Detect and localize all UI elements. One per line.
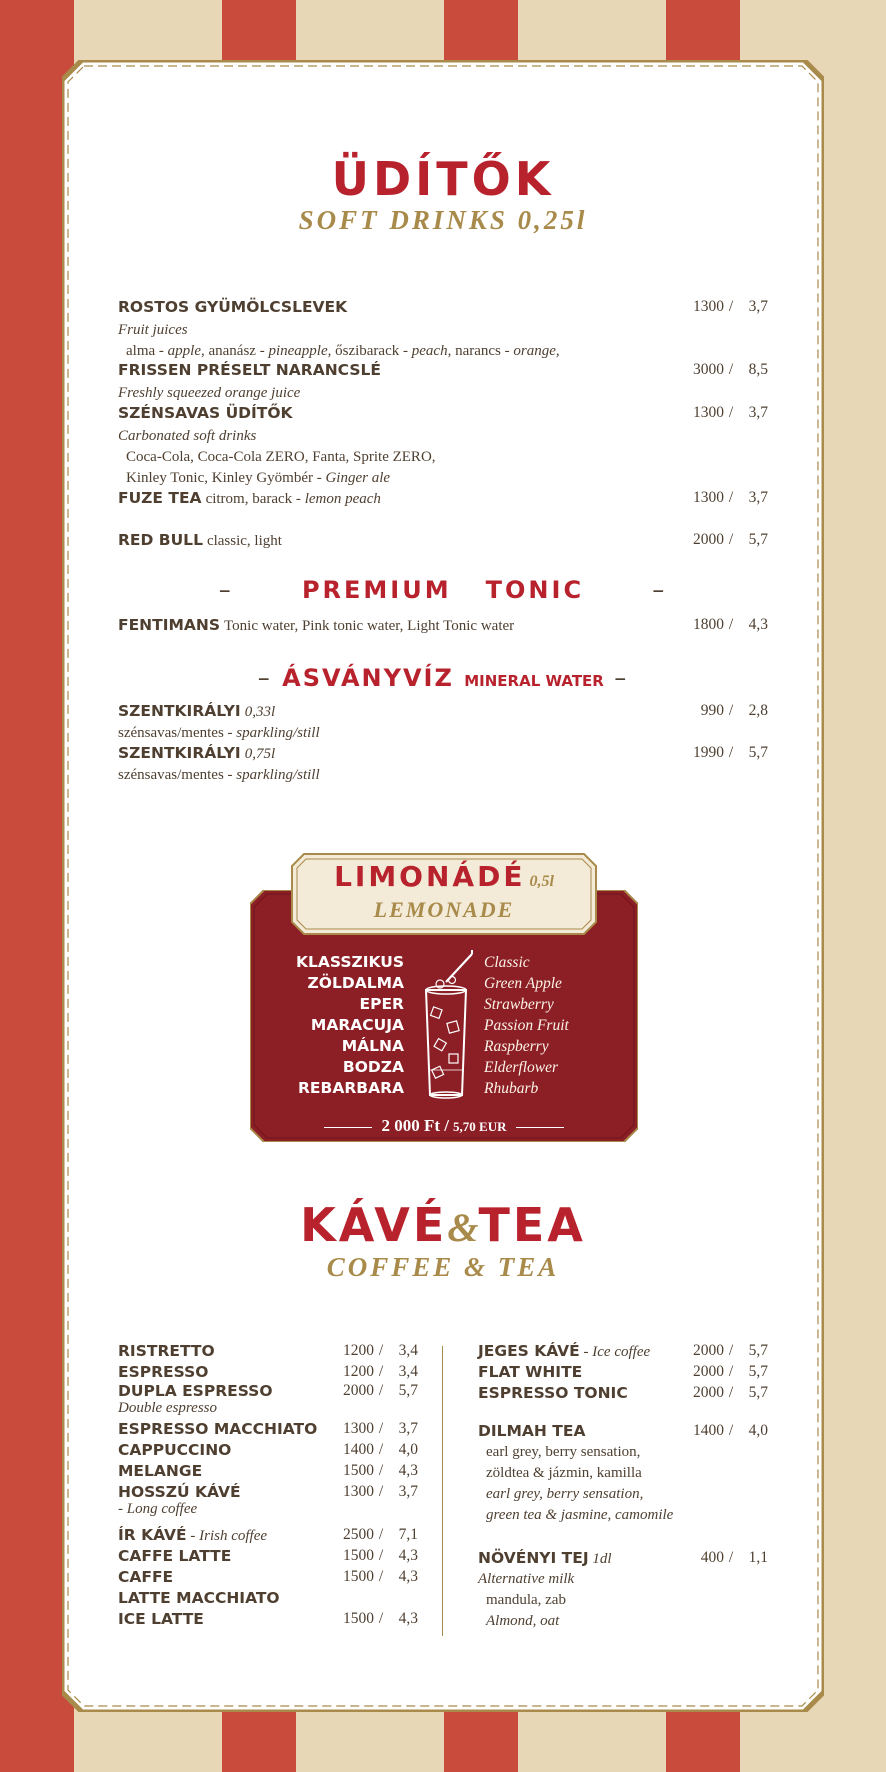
item-description: Alternative milk — [478, 1571, 575, 1587]
lemonade-flavor-hu: MARACUJA — [310, 1016, 404, 1034]
item-description: Double espresso — [118, 1400, 218, 1416]
lemonade-price: 2 000 Ft / 5,70 EUR — [250, 1116, 638, 1136]
price: 990 / 2,8 — [700, 702, 768, 719]
lemonade-flavors-hu — [296, 952, 404, 1099]
item-name: ESPRESSO TONIC — [478, 1384, 628, 1402]
item-description: szénsavas/mentes - sparkling/still — [118, 767, 320, 783]
menu-item — [118, 1589, 418, 1611]
item-name: ICE LATTE — [118, 1610, 204, 1628]
lemonade-flavor-en: Green Apple — [484, 975, 562, 992]
soft-drinks-title: ÜDÍTŐK — [331, 152, 555, 206]
item-name: FLAT WHITE — [478, 1363, 583, 1381]
lemonade-flavor-hu: BODZA — [342, 1058, 404, 1076]
lemonade-title-row: LIMONÁDÉ 0,5l — [334, 860, 554, 893]
menu-item-fruit-juices: ROSTOS GYÜMÖLCSLEVEK 1300 / 3,7 — [118, 298, 768, 316]
item-name: ÍR KÁVÉ — [118, 1526, 187, 1544]
price: 1800 / 4,3 — [693, 616, 768, 633]
price: 2000 / 5,7 — [343, 1382, 418, 1399]
menu-item-fuze-tea: FUZE TEA citrom, barack - lemon peach 1300 / 3,7 — [118, 489, 768, 507]
lemonade-flavor-en: Classic — [484, 954, 530, 971]
price: 1500 / 4,3 — [343, 1462, 418, 1479]
menu-item — [478, 1342, 768, 1364]
menu-item-carbonated: SZÉNSAVAS ÜDÍTŐK 1300 / 3,7 — [118, 404, 768, 422]
price: 1300 / 3,7 — [343, 1483, 418, 1500]
coffee-tea-title: KÁVÉ&TEA — [300, 1198, 586, 1252]
menu-item — [118, 1547, 418, 1569]
menu-item — [118, 1420, 418, 1442]
menu-item — [478, 1363, 768, 1385]
item-name: DUPLA ESPRESSO — [118, 1382, 273, 1400]
item-description: Coca-Cola, Coca-Cola ZERO, Fanta, Sprite ZERO, — [126, 449, 436, 465]
item-description: Almond, oat — [486, 1613, 560, 1629]
menu-item-szentkiralyi-large: SZENTKIRÁLYI 0,75l 1990 / 5,7 — [118, 744, 768, 762]
item-note: 1dl — [588, 1551, 612, 1567]
item-description: Kinley Tonic, Kinley Gyömbér - Ginger ale — [126, 470, 391, 486]
menu-item — [478, 1422, 768, 1444]
item-name: ESPRESSO — [118, 1363, 209, 1381]
coffee-tea-subtitle: COFFEE & TEA — [326, 1252, 560, 1282]
lemonade-flavor-en: Rhubarb — [484, 1080, 539, 1097]
item-description: mandula, zab — [486, 1592, 566, 1608]
item-english-name: Freshly squeezed orange juice — [118, 385, 301, 401]
price: 1200 / 3,4 — [343, 1342, 418, 1359]
price: 1300 / 3,7 — [343, 1420, 418, 1437]
item-name: JEGES KÁVÉ — [478, 1342, 580, 1360]
price: 1200 / 3,4 — [343, 1363, 418, 1380]
price: 2500 / 7,1 — [343, 1526, 418, 1543]
lemonade-glass-icon — [418, 950, 474, 1100]
item-name: MELANGE — [118, 1462, 203, 1480]
price: 1990 / 5,7 — [693, 744, 768, 761]
item-name: RISTRETTO — [118, 1342, 215, 1360]
item-english-name: Fruit juices — [118, 322, 188, 338]
menu-item-red-bull: RED BULL classic, light 2000 / 5,7 — [118, 531, 768, 549]
price: 1300 / 3,7 — [693, 298, 768, 315]
item-description: - Long coffee — [118, 1501, 198, 1517]
item-description: green tea & jasmine, camomile — [486, 1507, 674, 1523]
menu-item — [118, 1342, 418, 1364]
menu-item — [118, 1462, 418, 1484]
price: 2000 / 5,7 — [693, 1363, 768, 1380]
column-divider — [442, 1346, 443, 1636]
lemonade-flavor-hu: KLASSZIKUS — [295, 953, 404, 971]
item-name: CAPPUCCINO — [118, 1441, 232, 1459]
item-description: earl grey, berry sensation, — [486, 1444, 641, 1460]
lemonade-flavor-en: Strawberry — [484, 996, 554, 1013]
lemonade-box — [250, 852, 638, 1142]
item-description: szénsavas/mentes - sparkling/still — [118, 725, 320, 741]
item-description: alma - apple, ananász - pineapple, őszibarack - peach, narancs - orange, — [126, 343, 560, 359]
mineral-water-heading: – ÁSVÁNYVÍZ MINERAL WATER – — [257, 664, 629, 692]
item-name: NÖVÉNYI TEJ — [478, 1549, 589, 1567]
lemonade-flavor-hu: ZÖLDALMA — [307, 974, 404, 992]
menu-item-szentkiralyi-small: SZENTKIRÁLYI 0,33l 990 / 2,8 — [118, 702, 768, 720]
price: 1400 / 4,0 — [343, 1441, 418, 1458]
price: 400 / 1,1 — [700, 1549, 768, 1566]
price: 1500 / 4,3 — [343, 1568, 418, 1585]
item-name: CAFFE — [118, 1568, 174, 1586]
item-name: ESPRESSO MACCHIATO — [118, 1420, 318, 1438]
lemonade-flavor-hu: REBARBARA — [297, 1079, 404, 1097]
lemonade-flavor-hu: MÁLNA — [341, 1037, 404, 1055]
lemonade-flavor-en: Elderflower — [484, 1059, 559, 1076]
premium-tonic-heading: – PREMIUM TONIC – — [218, 576, 668, 604]
item-note: - Irish coffee — [186, 1528, 268, 1544]
soft-drinks-subtitle: SOFT DRINKS 0,25l — [298, 205, 588, 235]
price: 1500 / 4,3 — [343, 1547, 418, 1564]
item-name: CAFFE LATTE — [118, 1547, 232, 1565]
price: 1300 / 3,7 — [693, 404, 768, 421]
price: 1300 / 3,7 — [693, 489, 768, 506]
item-name: DILMAH TEA — [478, 1422, 586, 1440]
menu-item — [118, 1568, 418, 1590]
lemonade-flavor-hu: EPER — [359, 995, 404, 1013]
item-name: LATTE MACCHIATO — [118, 1589, 280, 1607]
item-english-name: Carbonated soft drinks — [118, 428, 257, 444]
item-note: - Ice coffee — [579, 1344, 651, 1360]
menu-item-fentimans: FENTIMANS Tonic water, Pink tonic water, Light Tonic water 1800 / 4,3 — [118, 616, 768, 634]
price: 1500 / 4,3 — [343, 1610, 418, 1627]
menu-item — [118, 1441, 418, 1463]
menu-item — [118, 1610, 418, 1632]
menu-item — [478, 1384, 768, 1406]
price: 1400 / 4,0 — [693, 1422, 768, 1439]
price: 2000 / 5,7 — [693, 1342, 768, 1359]
lemonade-flavor-en: Passion Fruit — [484, 1017, 569, 1034]
lemonade-flavor-en: Raspberry — [484, 1038, 549, 1055]
menu-item-orange-juice: FRISSEN PRÉSELT NARANCSLÉ 3000 / 8,5 — [118, 361, 768, 379]
lemonade-flavors-en — [484, 952, 569, 1099]
lemonade-subtitle: LEMONADE — [373, 897, 515, 922]
price: 2000 / 5,7 — [693, 531, 768, 548]
item-description: zöldtea & jázmin, kamilla — [486, 1465, 642, 1481]
item-name: HOSSZÚ KÁVÉ — [118, 1483, 241, 1501]
menu-item — [118, 1526, 418, 1548]
price: 3000 / 8,5 — [693, 361, 768, 378]
price: 2000 / 5,7 — [693, 1384, 768, 1401]
menu-card — [62, 60, 824, 1712]
menu-item — [478, 1549, 768, 1571]
item-description: earl grey, berry sensation, — [486, 1486, 644, 1502]
